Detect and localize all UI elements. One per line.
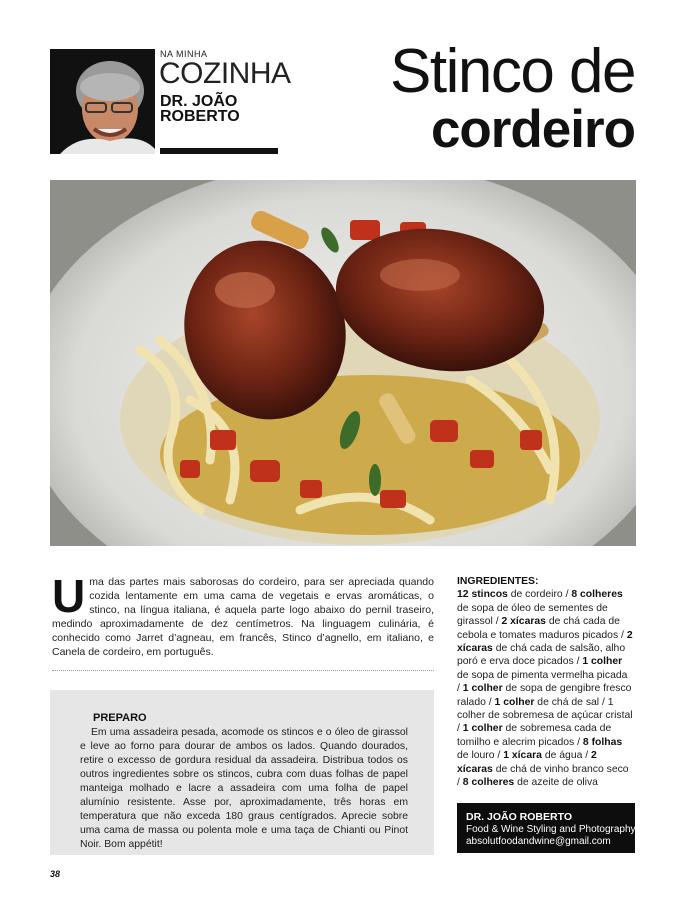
article-title-line1: Stinco de — [389, 37, 635, 106]
section-title: COZINHA — [159, 57, 291, 90]
ingredient-qty: 1 colher — [582, 656, 623, 668]
dish-photo — [50, 180, 636, 546]
ingredient-desc: de chá cada de cebola e tomates maduros picados / — [457, 616, 627, 641]
ingredient-desc: de sopa de óleo de sementes de girassol / — [457, 602, 608, 628]
ingredient-qty: 1 xícara — [503, 750, 542, 762]
ingredients-list — [457, 575, 633, 790]
preparation-text: Em uma assadeira pesada, acomode os stincos e o óleo de girassol e leve ao forno para dourar de ambos os lados. Quando dourados, retire o excesso de gordura residual da assadeira. Distribua todos os outros ingredientes sobre os stincos, cubra com duas folhas de papel manteiga molhado e lacre a assadeira com uma folha de papel alumínio resistente. Asse por, aproximadamente, três horas em temperatura que não exceda 180 graus centígrados. Aprecie sobre uma cama de massa ou polenta mole e uma taça de Chianti ou Pinot Noir. Bom appétit! — [80, 727, 408, 850]
author-name — [160, 94, 280, 124]
author-portrait-icon — [50, 49, 155, 154]
article-title-line2: cordeiro — [430, 100, 635, 159]
ingredient-desc: de azeite de oliva — [514, 777, 598, 789]
section-kicker: NA MINHA — [160, 49, 208, 59]
author-name-line1: DR. JOÃO — [160, 93, 238, 110]
preparation-title: PREPARO — [93, 712, 147, 724]
intro-text: ma das partes mais saborosas do cordeiro, para ser apreciada quando cozida lentamente em uma cama de vegetais e ervas aromáticas, o stinco, na língua italiana, é aquela parte logo abaixo do pernil traseiro, medindo aproximadamente de dez centímetros. Na linguagem culinária, é conhecido como Jarret d’agneau, em francês, Stinco d’agnello, em italiano, e Canela de cordeiro, em português. — [52, 576, 434, 658]
credit-email[interactable]: absolutfoodandwine@gmail.com — [466, 836, 611, 847]
ingredient-desc: de louro / — [457, 750, 504, 762]
credit-name: DR. JOÃO ROBERTO — [466, 811, 572, 823]
ingredients-body — [457, 589, 633, 788]
header-rule — [160, 148, 278, 154]
ingredient-desc: de chá cada de salsão, alho poró e erva doce picados / — [457, 643, 626, 668]
ingredients-title: INGREDIENTES: — [457, 576, 539, 587]
ingredient-desc: de sobremesa cada de tomilho e alecrim picados / — [457, 723, 612, 748]
ingredient-qty: 2 xícaras — [457, 629, 633, 655]
ingredient-qty: 8 colheres — [571, 589, 623, 601]
ingredient-qty: 2 xícaras — [457, 750, 597, 775]
ingredient-qty: 1 colher — [462, 683, 503, 695]
author-photo — [50, 49, 155, 154]
author-name-line2: ROBERTO — [160, 108, 240, 125]
ingredient-qty: 8 folhas — [582, 736, 623, 748]
dotted-divider — [52, 670, 434, 671]
drop-cap: U — [52, 570, 86, 622]
ingredient-desc: de chá de vinho branco seco / — [457, 763, 629, 789]
page-number: 38 — [50, 869, 61, 879]
ingredient-desc: de água / — [541, 750, 592, 762]
ingredient-qty: 1 colher — [494, 696, 535, 708]
ingredient-qty: 1 colher — [462, 723, 503, 735]
ingredient-desc: de sopa de gengibre fresco ralado / — [457, 683, 632, 708]
ingredient-qty: 2 xícaras — [501, 616, 546, 628]
credit-role: Food & Wine Styling and Photography — [466, 824, 636, 835]
lamb-shank-dish-icon — [50, 180, 636, 546]
ingredient-desc: de cordeiro / — [507, 589, 572, 601]
ingredient-qty: 12 stincos — [457, 589, 508, 601]
ingredient-qty: 8 colheres — [462, 777, 515, 789]
ingredient-desc: de sopa de pimenta vermelha picada / — [457, 669, 628, 695]
intro-paragraph — [52, 570, 434, 659]
ingredient-desc: de chá de sal / 1 colher de sobremesa de açúcar cristal / — [457, 696, 633, 735]
